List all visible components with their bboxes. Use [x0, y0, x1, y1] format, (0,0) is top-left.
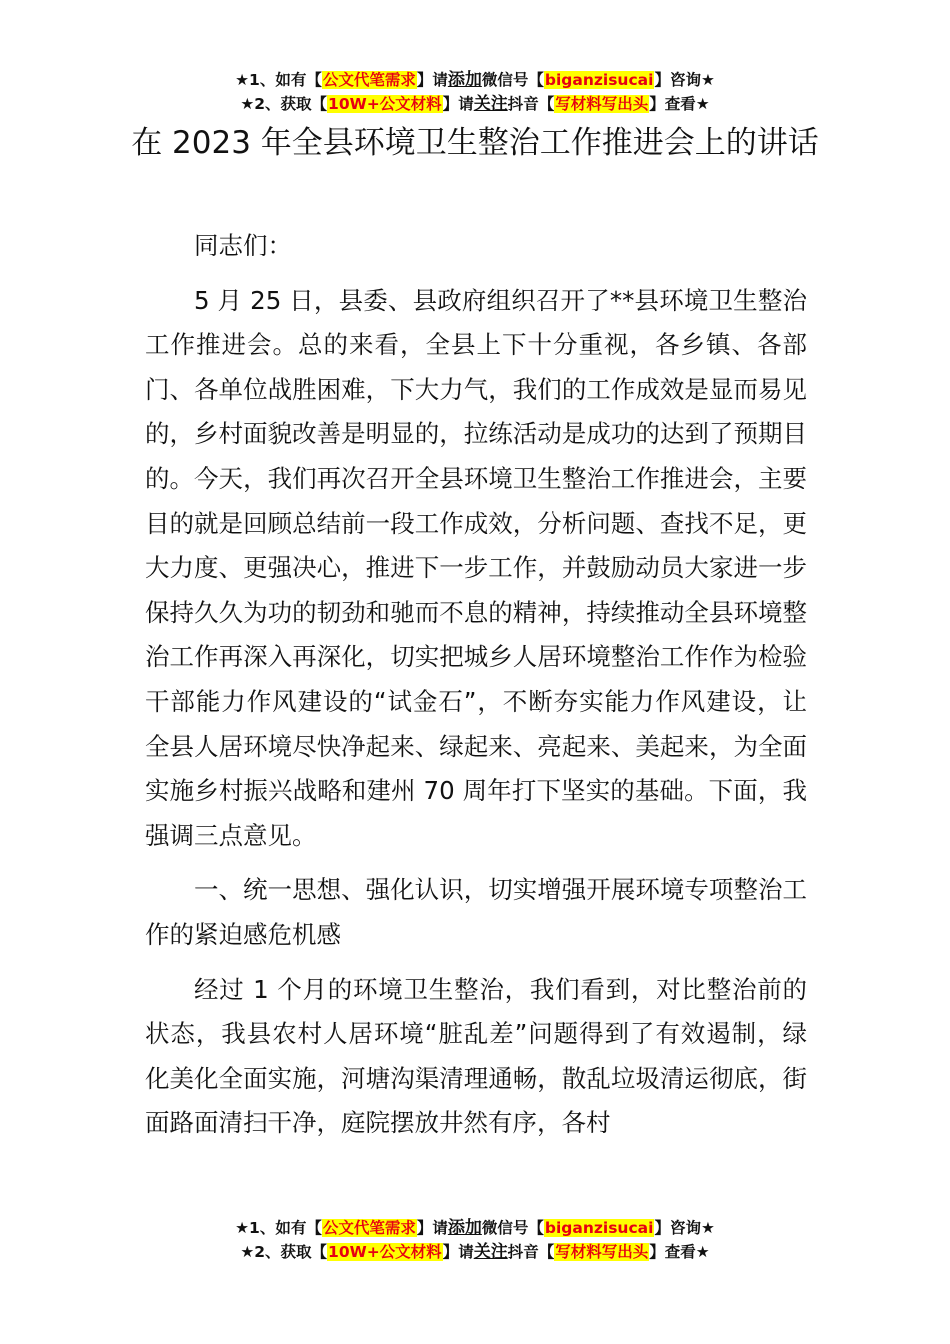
banner-douyin-id: 写材料写出头	[555, 1243, 649, 1261]
banner-text: 】请	[416, 71, 448, 89]
banner-text: ★1、如有【	[235, 71, 322, 89]
banner-text: 】请	[442, 1243, 474, 1261]
paragraph: 经过 1 个月的环境卫生整治，我们看到，对比整治前的状态，我县农村人居环境“脏乱差”问题得到了有效遏制，绿化美化全面实施，河塘沟渠清理通畅，散乱垃圾清运彻底，街面路面清扫干净，庭院摆放井然有序，各村	[145, 974, 807, 1138]
banner-text: 】请	[416, 1219, 448, 1237]
banner-highlight: 公文代笔需求	[322, 71, 416, 89]
banner-text: 微信号【	[481, 71, 544, 89]
footer-banner-line-2	[0, 1240, 950, 1264]
banner-highlight: 10W+公文材料	[328, 95, 442, 113]
banner-highlight: 公文代笔需求	[322, 1219, 416, 1237]
banner-text: 】请	[442, 95, 474, 113]
section-heading: 一、统一思想、强化认识，切实增强开展环境专项整治工作的紧迫感危机感	[145, 875, 807, 949]
document-title: 在 2023 年全县环境卫生整治工作推进会上的讲话	[131, 125, 819, 161]
banner-highlight: 10W+公文材料	[328, 1243, 442, 1261]
banner-underlined-text: 添加	[447, 1218, 482, 1238]
banner-text: 抖音【	[507, 1243, 555, 1261]
banner-text: ★2、获取【	[240, 1243, 328, 1261]
banner-text: 】咨询★	[654, 1219, 715, 1237]
footer-banner	[0, 1216, 950, 1264]
banner-wechat-id: biganzisucai	[544, 71, 654, 89]
banner-text: ★1、如有【	[235, 1219, 322, 1237]
banner-underlined-text: 关注	[473, 94, 508, 114]
header-banner-line-2	[0, 92, 950, 116]
banner-text: ★2、获取【	[240, 95, 328, 113]
header-banner-line-1	[0, 68, 950, 92]
banner-text: 】查看★	[649, 1243, 710, 1261]
document-body	[145, 224, 807, 1146]
banner-douyin-id: 写材料写出头	[555, 95, 649, 113]
banner-underlined-text: 添加	[447, 70, 482, 90]
header-banner	[0, 68, 950, 116]
banner-text: 微信号【	[481, 1219, 544, 1237]
banner-text: 】查看★	[649, 95, 710, 113]
banner-wechat-id: biganzisucai	[544, 1219, 654, 1237]
paragraph: 5 月 25 日，县委、县政府组织召开了**县环境卫生整治工作推进会。总的来看，全县上下十分重视，各乡镇、各部门、各单位战胜困难，下大力气，我们的工作成效是显而易见的，乡村面貌改善是明显的，拉练活动是成功的达到了预期目的。今天，我们再次召开全县环境卫生整治工作推进会，主要目的就是回顾总结前一段工作成效，分析问题、查找不足，更大力度、更强决心，推进下一步工作，并鼓励动员大家进一步保持久久为功的韧劲和驰而不息的精神，持续推动全县环境整治工作再深入再深化，切实把城乡人居环境整治工作作为检验干部能力作风建设的“试金石”，不断夯实能力作风建设，让全县人居环境尽快净起来、绿起来、亮起来、美起来，为全面实施乡村振兴战略和建州 70 周年打下坚实的基础。下面，我强调三点意见。	[145, 285, 807, 850]
banner-text: 抖音【	[507, 95, 555, 113]
banner-underlined-text: 关注	[473, 1242, 508, 1262]
banner-text: 】咨询★	[654, 71, 715, 89]
salutation: 同志们：	[194, 231, 292, 260]
footer-banner-line-1	[0, 1216, 950, 1240]
